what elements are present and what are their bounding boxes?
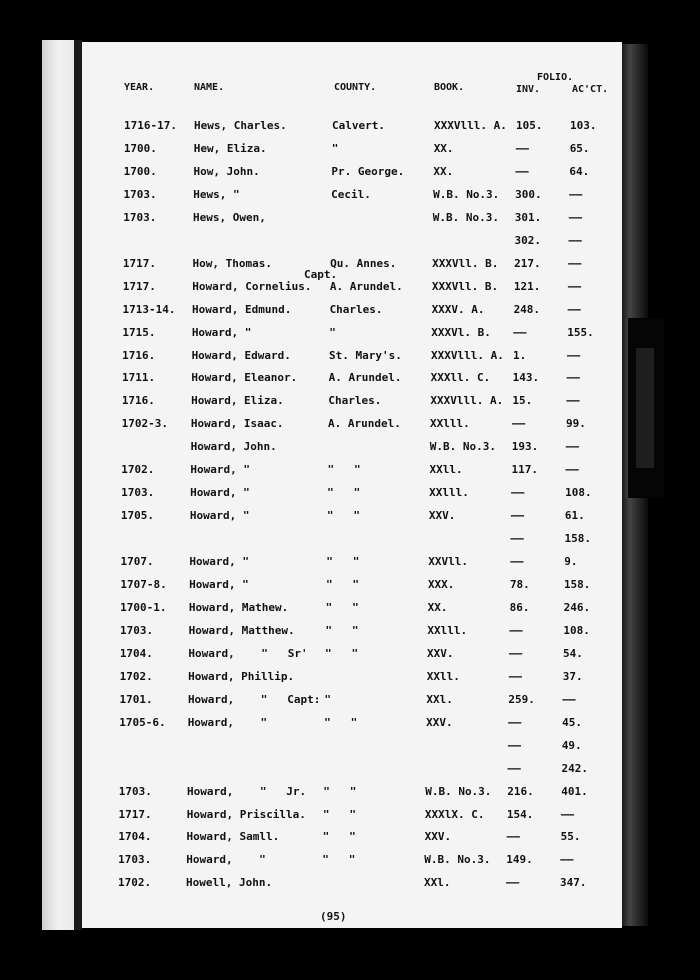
cell-acct: 108. bbox=[565, 486, 592, 500]
cell-name: Howard, Isaac. bbox=[190, 417, 284, 431]
cell-acct: 45. bbox=[562, 715, 582, 729]
cell-county: " " bbox=[327, 463, 361, 477]
cell-name: Howard, " bbox=[186, 853, 266, 867]
cell-inv: 302. bbox=[514, 233, 541, 247]
cell-name: Howard, " bbox=[189, 509, 250, 523]
cell-year: 1703. bbox=[118, 853, 152, 867]
cell-year: 1705-6. bbox=[119, 715, 166, 729]
page-number: (95) bbox=[320, 910, 347, 923]
cell-book: XXll. bbox=[429, 463, 463, 477]
header-book: BOOK. bbox=[434, 82, 465, 93]
cell-inv: —— bbox=[507, 761, 521, 775]
header-county: COUNTY. bbox=[334, 82, 377, 93]
cell-name: Howard, Matthew. bbox=[188, 623, 295, 637]
cell-name: Howard, Edward. bbox=[191, 348, 291, 362]
cell-name: Howard, " bbox=[190, 463, 250, 477]
cell-year: 1704. bbox=[119, 646, 153, 660]
cell-county: " " bbox=[326, 509, 360, 523]
cell-county: Charles. bbox=[329, 302, 383, 316]
cell-book: XXV. bbox=[424, 830, 452, 844]
cell-inv: —— bbox=[510, 509, 525, 523]
cell-acct: 55. bbox=[560, 830, 581, 844]
cell-acct: 242. bbox=[561, 761, 588, 775]
cell-county: Charles. bbox=[328, 394, 382, 408]
cell-year: 1703. bbox=[120, 623, 154, 637]
cell-inv: —— bbox=[515, 164, 529, 178]
cell-acct: 64. bbox=[569, 164, 590, 178]
cell-year: 1703. bbox=[123, 187, 157, 201]
cell-year: 1702. bbox=[121, 463, 155, 477]
cell-acct: 49. bbox=[561, 738, 582, 752]
cell-year: 1702-3. bbox=[121, 417, 168, 431]
cell-inv: 216. bbox=[507, 784, 534, 798]
cell-county: " bbox=[331, 141, 339, 155]
cell-inv: 301. bbox=[514, 210, 542, 224]
cell-book: XXlll. bbox=[429, 486, 469, 500]
cell-county: " " bbox=[326, 555, 360, 569]
cell-name: Howard, " Sr' bbox=[188, 646, 308, 660]
cell-inv: 248. bbox=[513, 302, 541, 316]
cell-book: W.B. No.3. bbox=[425, 784, 492, 798]
cell-acct: —— bbox=[565, 463, 579, 477]
cell-inv: —— bbox=[509, 646, 523, 660]
cell-acct: —— bbox=[567, 279, 582, 293]
cell-acct: —— bbox=[566, 348, 581, 362]
cell-county: " " bbox=[325, 578, 360, 591]
cell-book: XXl. bbox=[424, 876, 451, 890]
binder-clip bbox=[626, 318, 664, 498]
cell-acct: 158. bbox=[564, 532, 592, 546]
cell-name: Howard, " bbox=[190, 486, 250, 500]
cell-book: XXXVll. B. bbox=[431, 279, 499, 293]
cell-book: XXX. bbox=[427, 578, 455, 591]
cell-acct: 347. bbox=[560, 876, 587, 890]
cell-name: Howard, Edmund. bbox=[192, 302, 292, 316]
header-year: YEAR. bbox=[124, 82, 155, 93]
cell-acct: 155. bbox=[567, 325, 594, 339]
cell-year: 1703. bbox=[123, 210, 157, 224]
cell-book: XX. bbox=[427, 600, 448, 614]
cell-county: " " bbox=[324, 715, 358, 729]
cell-inv: —— bbox=[510, 555, 524, 569]
cell-name: Howard, " bbox=[189, 578, 249, 591]
cell-book: XXlll. bbox=[427, 623, 468, 637]
cell-acct: —— bbox=[560, 807, 575, 821]
cell-year: 1702. bbox=[119, 669, 153, 683]
cell-acct: —— bbox=[565, 440, 579, 454]
cell-inv: —— bbox=[515, 141, 529, 155]
cell-book: XXll. bbox=[426, 669, 460, 683]
cell-county: " " bbox=[323, 784, 357, 798]
cell-acct: 37. bbox=[562, 669, 583, 683]
cell-book: XXXll. C. bbox=[430, 371, 491, 385]
cell-inv: 259. bbox=[508, 692, 535, 706]
cell-book: W.B. No.3. bbox=[424, 853, 491, 867]
cell-year: 1703. bbox=[121, 486, 155, 500]
cell-acct: 158. bbox=[563, 578, 591, 591]
cell-inv: —— bbox=[506, 876, 520, 890]
cell-acct: —— bbox=[567, 302, 581, 316]
cell-inv: 121. bbox=[513, 279, 541, 293]
cell-name: Howard, Phillip. bbox=[188, 669, 295, 683]
cell-year: 1700-1. bbox=[120, 600, 167, 614]
cell-name: Howard, Eliza. bbox=[191, 394, 284, 408]
cell-name: How, Thomas. bbox=[192, 256, 273, 270]
cell-year: 1703. bbox=[118, 784, 152, 798]
cell-name: Howard, Priscilla. bbox=[186, 807, 306, 821]
cell-book: XXXVlll. A. bbox=[434, 119, 507, 132]
cell-inv: 193. bbox=[511, 440, 539, 454]
cell-name: Howard, Mathew. bbox=[188, 600, 289, 614]
cell-county: " bbox=[324, 692, 332, 706]
cell-county: " " bbox=[322, 807, 357, 821]
cell-book: XX. bbox=[433, 141, 454, 155]
cell-book: XXVll. bbox=[428, 555, 468, 569]
cell-year: 1702. bbox=[118, 876, 152, 890]
cell-book: XXXVlll. A. bbox=[430, 394, 504, 408]
cell-inv: 86. bbox=[509, 600, 530, 614]
cell-acct: —— bbox=[568, 233, 582, 247]
cell-inv: —— bbox=[512, 417, 526, 431]
cell-name: Howell, John. bbox=[186, 876, 273, 890]
cell-book: XXlll. bbox=[430, 417, 470, 431]
cell-inv: 143. bbox=[512, 371, 540, 385]
cell-name: Howard, " Jr. bbox=[186, 784, 307, 798]
cell-book: W.B. No.3. bbox=[429, 440, 496, 454]
cell-book: XX. bbox=[433, 164, 454, 178]
cell-inv: —— bbox=[508, 669, 522, 683]
cell-year: 1717. bbox=[122, 279, 156, 293]
cell-county: Cecil. bbox=[331, 187, 371, 201]
cell-inv: 217. bbox=[514, 256, 541, 270]
cell-inv: —— bbox=[507, 738, 522, 752]
cell-county: " " bbox=[322, 830, 356, 844]
cell-book: W.B. No.3. bbox=[433, 187, 500, 201]
cell-county: A. Arundel. bbox=[328, 417, 401, 431]
cell-year: 1700. bbox=[123, 141, 157, 155]
cell-year: 1707-8. bbox=[120, 578, 167, 591]
cell-year: 1717. bbox=[122, 256, 157, 270]
cell-county: " " bbox=[322, 853, 356, 867]
cell-book: XXl. bbox=[426, 692, 453, 706]
cell-book: XXV. bbox=[428, 509, 456, 523]
cell-acct: —— bbox=[568, 210, 583, 224]
cell-acct: —— bbox=[568, 256, 582, 270]
cell-year: 1704. bbox=[118, 830, 152, 844]
cell-name: How, John. bbox=[193, 164, 260, 178]
cell-inv: 105. bbox=[516, 119, 543, 132]
cell-county: Qu. Annes. bbox=[330, 256, 397, 270]
cell-book: XXXVlll. A. bbox=[430, 348, 504, 362]
cell-name: Howard, Cornelius. bbox=[192, 279, 312, 293]
cell-name: Howard, " Capt: bbox=[187, 692, 321, 706]
cell-inv: —— bbox=[509, 623, 523, 637]
cell-inv: 300. bbox=[515, 187, 542, 201]
cell-acct: —— bbox=[566, 394, 580, 408]
cell-acct: 401. bbox=[561, 784, 588, 798]
cell-year: 1715. bbox=[122, 325, 156, 339]
cell-acct: 108. bbox=[563, 623, 590, 637]
cell-book: XXXV. A. bbox=[431, 302, 485, 316]
cell-name: Howard, John. bbox=[190, 440, 277, 454]
cell-name: Hew, Eliza. bbox=[193, 141, 267, 155]
cell-inv: —— bbox=[513, 325, 527, 339]
cell-county: Pr. George. bbox=[331, 164, 405, 178]
cell-county: A. Arundel. bbox=[329, 279, 403, 293]
cell-acct: 246. bbox=[563, 600, 591, 614]
cell-acct: 103. bbox=[570, 119, 597, 132]
cell-year: 1700. bbox=[123, 164, 157, 178]
cell-county: " " bbox=[325, 623, 359, 637]
header-inv: INV. bbox=[516, 84, 541, 95]
cell-county: Calvert. bbox=[332, 119, 385, 132]
cell-county: " " bbox=[325, 646, 359, 660]
cell-county: " " bbox=[325, 600, 359, 614]
cell-year: 1711. bbox=[122, 371, 156, 385]
cell-year: 1713-14. bbox=[122, 302, 176, 316]
cell-inv: 1. bbox=[512, 348, 527, 362]
cell-year: 1705. bbox=[120, 509, 155, 523]
cell-book: XXV. bbox=[426, 715, 453, 729]
cell-name: Howard, " bbox=[191, 325, 252, 339]
cell-inv: 154. bbox=[506, 807, 534, 821]
cell-name: Hews, Charles. bbox=[194, 119, 287, 132]
cell-county: " bbox=[329, 325, 336, 339]
header-acct: AC'CT. bbox=[572, 84, 609, 95]
cell-acct: —— bbox=[566, 371, 580, 385]
cell-acct: 99. bbox=[566, 417, 586, 431]
cell-year: 1716. bbox=[121, 394, 155, 408]
cell-inv: 15. bbox=[512, 394, 533, 408]
cell-name: Howard, Eleanor. bbox=[191, 371, 298, 385]
cell-inv: 78. bbox=[509, 578, 530, 591]
cell-year: 1716. bbox=[122, 348, 156, 362]
cell-year: 1717. bbox=[118, 807, 152, 821]
cell-inv: 149. bbox=[506, 853, 533, 867]
cell-year: 1701. bbox=[119, 692, 153, 706]
cell-acct: 9. bbox=[564, 555, 578, 569]
cell-acct: 54. bbox=[563, 646, 583, 660]
cell-name: Hews, Owen, bbox=[193, 210, 266, 224]
cell-acct: 65. bbox=[569, 141, 590, 155]
cell-book: W.B. No.3. bbox=[432, 210, 500, 224]
header-folio: FOLIO. bbox=[537, 72, 574, 83]
cell-name: Hews, " bbox=[193, 187, 240, 201]
cell-inv: —— bbox=[506, 830, 520, 844]
cell-name: Howard, Samll. bbox=[186, 830, 280, 844]
cell-name: Howard, " bbox=[187, 715, 268, 729]
cell-inv: —— bbox=[510, 532, 524, 546]
cell-acct: —— bbox=[569, 187, 583, 201]
cell-year: 1707. bbox=[120, 555, 154, 569]
cell-inv: —— bbox=[511, 486, 525, 500]
cell-book: XXXVll. B. bbox=[432, 256, 499, 270]
cell-county: St. Mary's. bbox=[328, 348, 402, 362]
cell-note: Capt. bbox=[304, 267, 338, 281]
cell-year: 1716-17. bbox=[124, 119, 177, 132]
cell-acct: —— bbox=[560, 853, 574, 867]
header-name: NAME. bbox=[194, 82, 225, 93]
cell-book: XXV. bbox=[427, 646, 454, 660]
cell-acct: —— bbox=[562, 692, 576, 706]
cell-book: XXXlX. C. bbox=[424, 807, 485, 821]
cell-book: XXXVl. B. bbox=[431, 325, 491, 339]
cell-county: " " bbox=[327, 486, 361, 500]
binding-shadow bbox=[74, 40, 82, 930]
cell-inv: —— bbox=[508, 715, 522, 729]
cell-inv: 117. bbox=[511, 463, 538, 477]
cell-name: Howard, " bbox=[189, 555, 249, 569]
cell-acct: 61. bbox=[564, 509, 585, 523]
cell-county: A. Arundel. bbox=[328, 371, 402, 385]
